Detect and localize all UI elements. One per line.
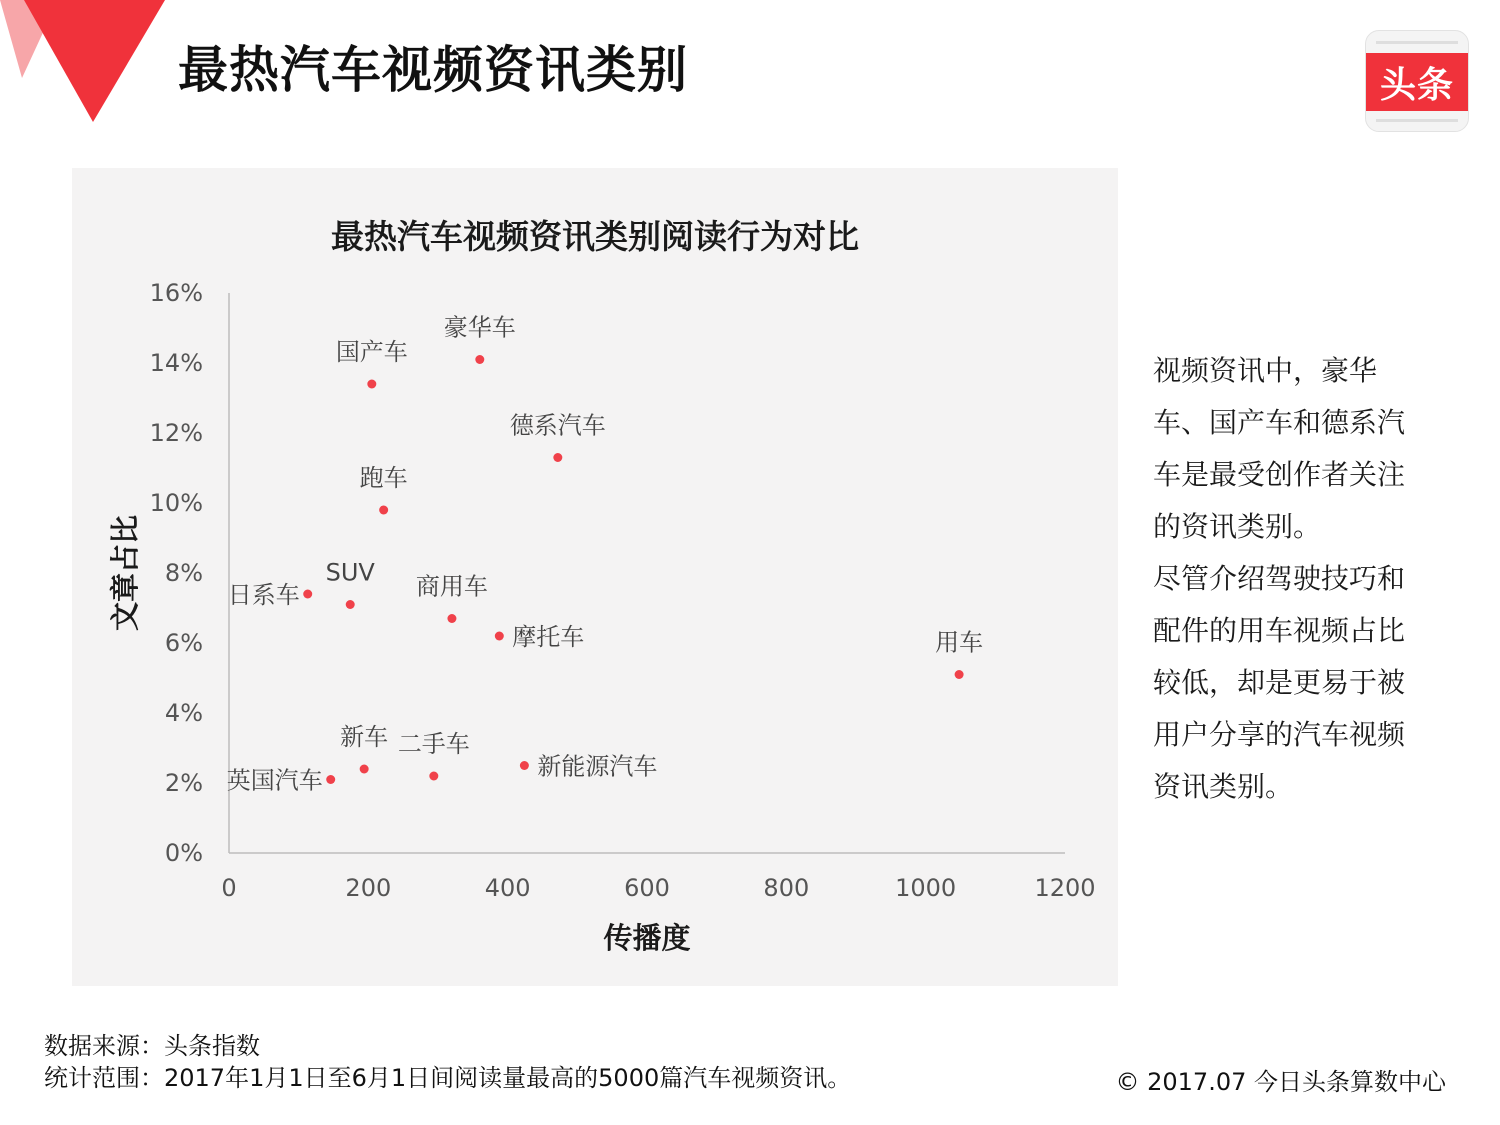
x-tick-label: 200 (345, 874, 392, 902)
side-note: 视频资讯中，豪华 车、国产车和德系汽 车是最受创作者关注 的资讯类别。 尽管介绍驾驶技巧和 配件的用车视频占比 较低，却是更易于被 用户分享的汽车视频 资讯类别。 (1153, 354, 1406, 803)
x-tick-label: 1200 (1034, 874, 1096, 902)
y-tick-label: 16% (149, 279, 203, 307)
x-axis-title: 传播度 (603, 921, 691, 955)
data-point-label: 跑车 (359, 464, 408, 492)
toutiao-logo (1365, 30, 1469, 132)
corner-decoration (0, 0, 170, 125)
x-tick-label: 1000 (895, 874, 957, 902)
x-tick-label: 800 (763, 874, 810, 902)
data-point (379, 506, 388, 515)
data-point-label: 新能源汽车 (537, 752, 658, 781)
data-scope: 统计范围：2017年1月1日至6月1日间阅读量最高的5000篇汽车视频资讯。 (44, 1064, 852, 1092)
x-tick-label: 400 (484, 874, 531, 902)
data-point (360, 765, 369, 774)
data-point-label: 摩托车 (512, 623, 585, 651)
data-point (520, 761, 529, 770)
y-tick-label: 12% (149, 419, 203, 447)
data-point-label: 用车 (935, 628, 984, 657)
scatter-chart (72, 168, 1118, 986)
chart-title: 最热汽车视频资讯类别阅读行为对比 (331, 217, 859, 256)
x-tick-label: 0 (221, 874, 237, 902)
data-point-label: 日系车 (227, 581, 300, 609)
data-point-label: 英国汽车 (226, 766, 323, 795)
data-point (553, 453, 562, 462)
data-point-label: 新车 (340, 723, 389, 751)
y-tick-label: 4% (164, 699, 203, 727)
y-tick-label: 6% (164, 629, 203, 657)
data-point (955, 670, 964, 679)
y-tick-label: 8% (164, 559, 203, 587)
chart-panel (72, 168, 1118, 986)
source-block (44, 1030, 851, 1094)
copyright: © 2017.07 今日头条算数中心 (1115, 1068, 1446, 1096)
data-point-label: 商用车 (415, 572, 488, 601)
data-point (367, 380, 376, 389)
data-point-label: 豪华车 (443, 313, 516, 342)
page-title: 最热汽车视频资讯类别 (178, 41, 688, 99)
logo-text: 头条 (1366, 53, 1468, 111)
y-tick-label: 0% (164, 839, 203, 867)
data-source: 数据来源：头条指数 (44, 1032, 260, 1060)
data-point (429, 772, 438, 781)
data-point (447, 614, 456, 623)
data-point (495, 632, 504, 641)
y-tick-label: 2% (164, 769, 203, 797)
data-point-label: SUV (325, 558, 375, 587)
data-point (475, 355, 484, 364)
data-point-label: 国产车 (335, 338, 408, 366)
y-axis-title: 文章占比 (108, 514, 142, 632)
data-point-label: 二手车 (397, 730, 470, 758)
data-point (303, 590, 312, 599)
data-point (326, 775, 335, 784)
data-point-label: 德系汽车 (509, 411, 606, 440)
y-tick-label: 14% (149, 349, 203, 377)
x-tick-label: 600 (624, 874, 670, 902)
data-point (346, 600, 355, 609)
y-tick-label: 10% (149, 489, 203, 517)
